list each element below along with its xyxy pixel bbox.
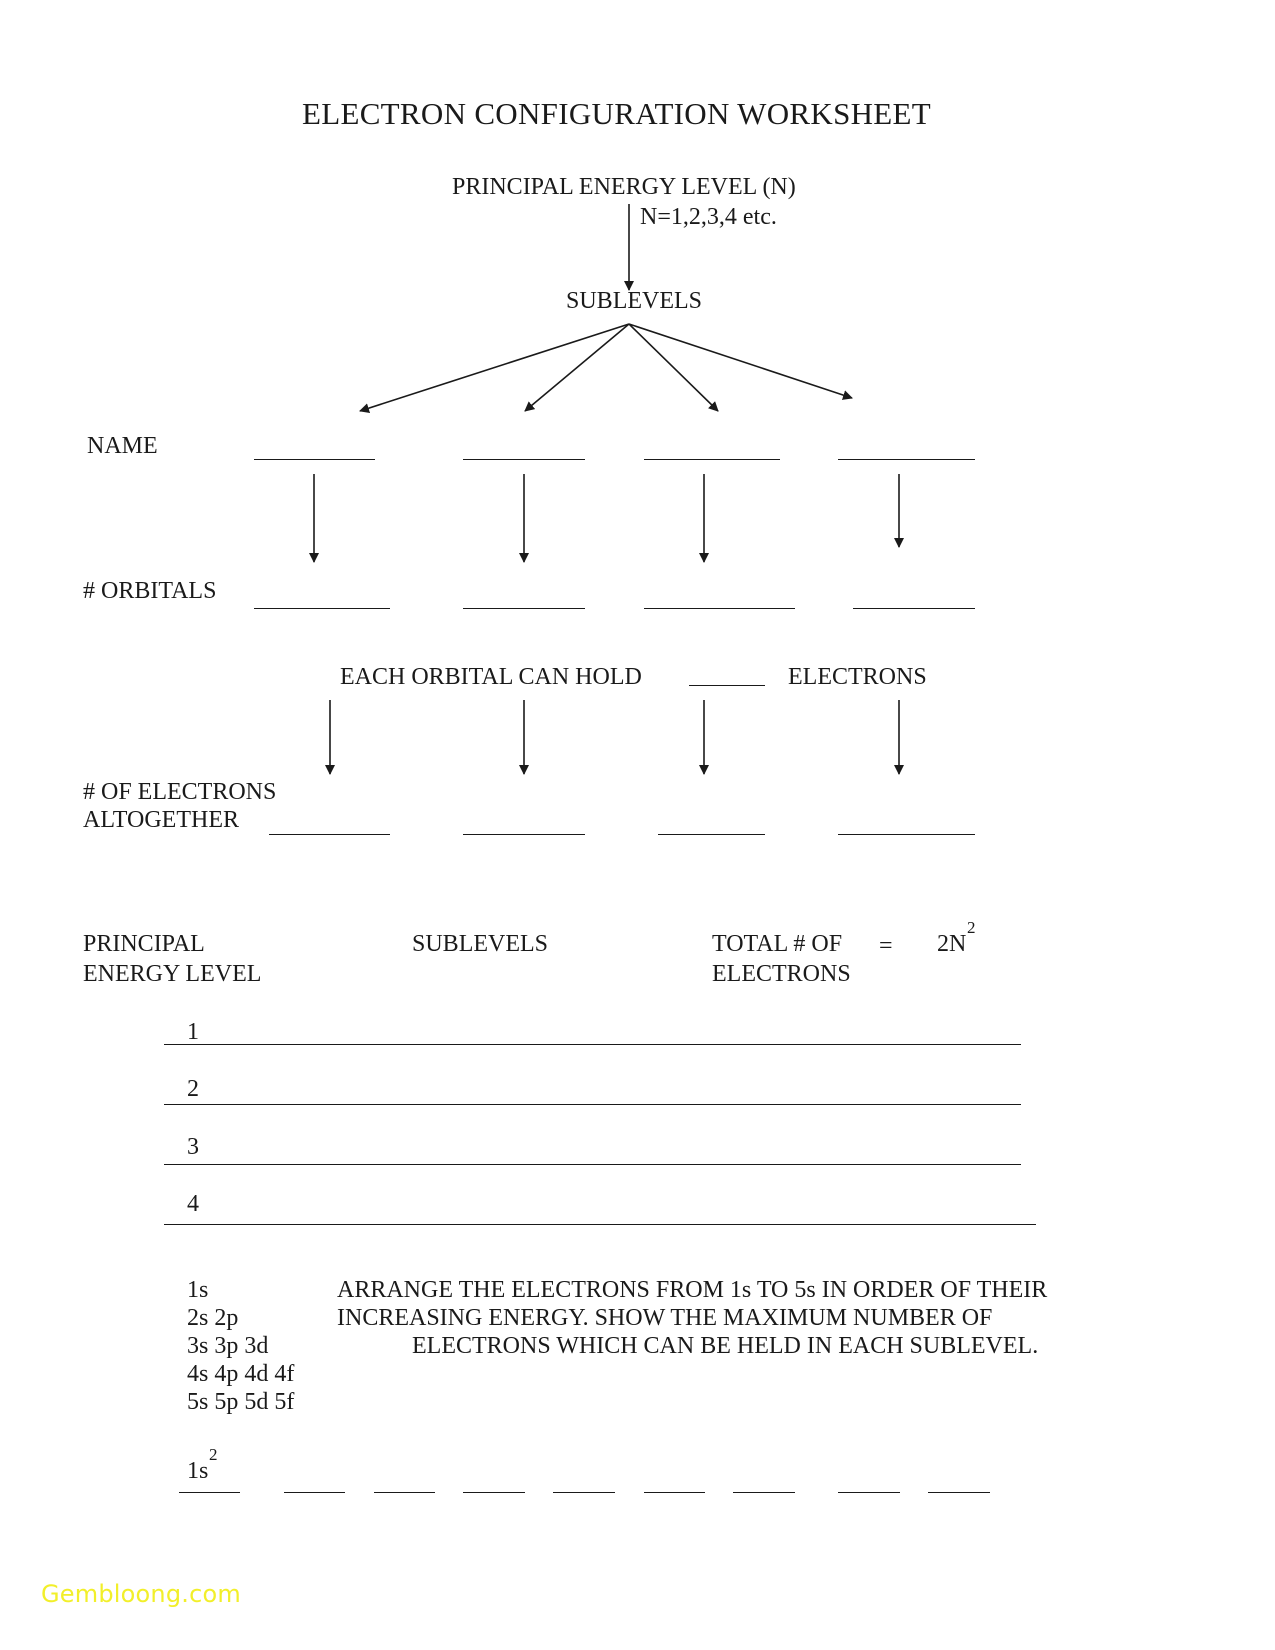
table-row-1-label: 1 [187,1019,199,1045]
table-row-1-line[interactable] [164,1044,1021,1045]
electrons-altogether-label-line1: # OF ELECTRONS [83,779,277,805]
page-title: ELECTRON CONFIGURATION WORKSHEET [302,96,932,131]
electrons-altogether-blank-2[interactable] [463,834,585,835]
orbitals-label: # ORBITALS [83,578,217,604]
instruction-line-1: ARRANGE THE ELECTRONS FROM 1s TO 5s IN ORDER OF THEIR [337,1277,1048,1303]
electrons-altogether-blank-4[interactable] [838,834,975,835]
table-header-total-line1: TOTAL # OF [712,931,843,957]
sublevel-row-5: 5s 5p 5d 5f [187,1389,295,1415]
table-header-principal-line1: PRINCIPAL [83,931,205,957]
name-label: NAME [87,433,158,459]
answer-blank-8[interactable] [838,1492,900,1493]
watermark-text: Gembloong.com [41,1580,241,1608]
orbitals-blank-1[interactable] [254,608,390,609]
table-header-principal-line2: ENERGY LEVEL [83,961,262,987]
table-header-total-line2: ELECTRONS [712,961,851,987]
name-blank-3[interactable] [644,459,780,460]
sublevel-row-1: 1s [187,1277,209,1303]
table-row-2-line[interactable] [164,1104,1021,1105]
electrons-per-orbital-blank[interactable] [689,685,765,686]
answer-blank-4[interactable] [463,1492,525,1493]
arrow-sublevel-2 [525,324,629,411]
arrow-sublevel-3 [629,324,718,411]
n-values-label: N=1,2,3,4 etc. [640,204,777,230]
formula-exponent: 2 [967,918,976,937]
answer-blank-5[interactable] [553,1492,615,1493]
electrons-word: ELECTRONS [788,664,927,690]
example-1s: 1s [187,1458,209,1484]
table-row-2-label: 2 [187,1076,199,1102]
equals-sign: = [879,933,893,959]
name-blank-2[interactable] [463,459,585,460]
table-row-3-line[interactable] [164,1164,1021,1165]
arrow-sublevel-1 [360,324,629,411]
electrons-altogether-blank-1[interactable] [269,834,390,835]
orbitals-blank-2[interactable] [463,608,585,609]
answer-blank-7[interactable] [733,1492,795,1493]
orbitals-blank-3[interactable] [644,608,795,609]
table-row-4-label: 4 [187,1191,199,1217]
answer-blank-6[interactable] [644,1492,705,1493]
table-header-sublevels: SUBLEVELS [412,931,549,957]
table-row-4-line[interactable] [164,1224,1036,1225]
sublevel-row-4: 4s 4p 4d 4f [187,1361,295,1387]
example-exponent: 2 [209,1445,218,1464]
arrow-sublevel-4 [629,324,852,398]
sublevel-row-3: 3s 3p 3d [187,1333,269,1359]
name-blank-1[interactable] [254,459,375,460]
answer-blank-1[interactable] [179,1492,240,1493]
table-row-3-label: 3 [187,1134,199,1160]
answer-blank-3[interactable] [374,1492,435,1493]
each-orbital-can-hold-text: EACH ORBITAL CAN HOLD [340,664,642,690]
instruction-line-2: INCREASING ENERGY. SHOW THE MAXIMUM NUMBER OF [337,1305,993,1331]
sublevel-row-2: 2s 2p [187,1305,239,1331]
orbitals-blank-4[interactable] [853,608,975,609]
answer-blank-9[interactable] [928,1492,990,1493]
answer-blank-2[interactable] [284,1492,345,1493]
electrons-altogether-label-line2: ALTOGETHER [83,807,239,833]
sublevels-label: SUBLEVELS [566,288,703,314]
name-blank-4[interactable] [838,459,975,460]
instruction-line-3: ELECTRONS WHICH CAN BE HELD IN EACH SUBLEVEL. [412,1333,1039,1359]
formula-2n: 2N [937,931,967,957]
principal-energy-level-label: PRINCIPAL ENERGY LEVEL (N) [452,174,796,200]
electrons-altogether-blank-3[interactable] [658,834,765,835]
